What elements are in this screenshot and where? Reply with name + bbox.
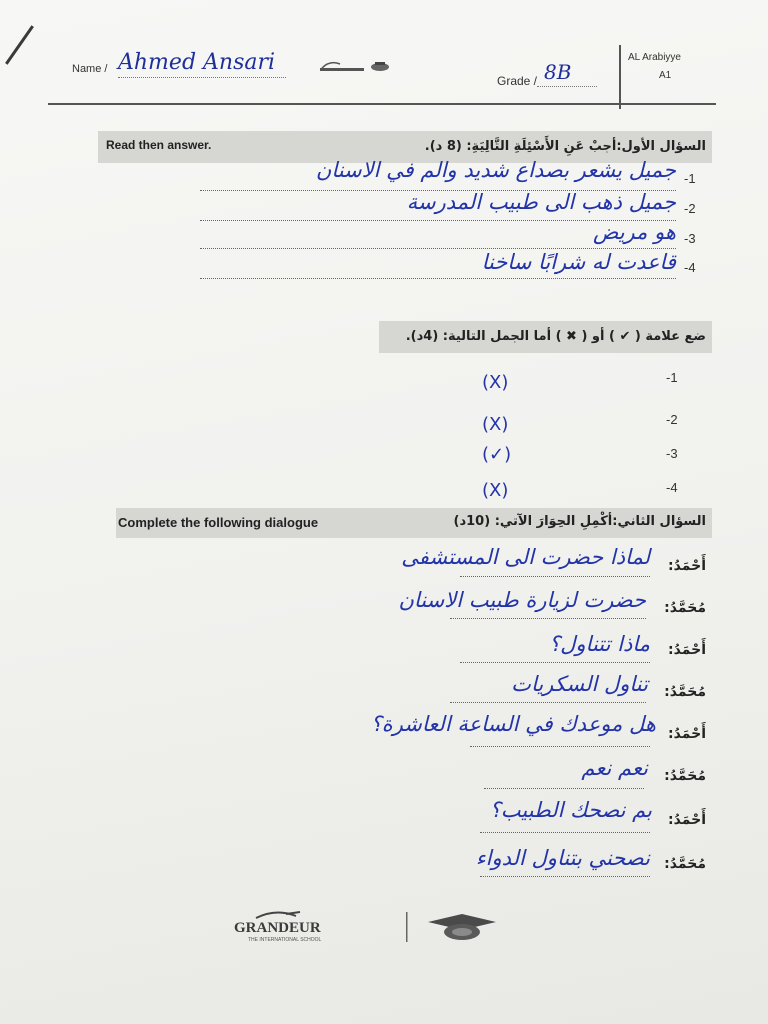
grade-value: 8B — [544, 60, 572, 84]
dialogue-line — [460, 662, 650, 663]
student-name: Ahmed Ansari — [118, 50, 276, 75]
dialogue-answer: لماذا حضرت الى المستشفى — [401, 545, 650, 569]
answer-number: -1 — [684, 171, 696, 186]
dialogue-answer: ماذا تتناول؟ — [549, 632, 650, 656]
item-number: -1 — [666, 370, 678, 385]
speaker-label: مُحَمَّدُ: — [664, 856, 706, 872]
section2-instruction: Complete the following dialogue — [118, 515, 319, 530]
speaker-label: مُحَمَّدُ: — [664, 600, 706, 616]
dialogue-line — [480, 832, 650, 833]
section1-title: السؤال الأول:أجبْ عَنِ الأَسْئِلَةِ التَّالِيَةِ: (8 د). — [424, 139, 706, 154]
section1-instruction: Read then answer. — [106, 138, 212, 152]
name-label: Name / — [72, 63, 108, 75]
dialogue-line — [450, 618, 646, 619]
dialogue-line — [470, 746, 650, 747]
speaker-label: مُحَمَّدُ: — [664, 684, 706, 700]
dialogue-answer: هل موعدك في الساعة العاشرة؟ — [370, 712, 656, 736]
header-divider — [619, 45, 621, 109]
answer-number: -3 — [684, 231, 696, 246]
speaker-label: أَحْمَدُ: — [668, 558, 706, 574]
answer-mark: (X) — [482, 480, 509, 501]
dialogue-line — [480, 876, 650, 877]
section2-header — [116, 508, 712, 538]
answer-line — [200, 278, 676, 279]
subject-label: AL Arabiyye — [628, 52, 681, 63]
answer-text: قاعدت له شرابًا ساخنا — [481, 250, 676, 274]
logo-text: GRANDEUR — [234, 920, 321, 936]
answer-line — [200, 248, 676, 249]
name-dotted-line — [118, 77, 286, 78]
school-logo — [226, 908, 506, 946]
header-rule — [48, 103, 716, 105]
level-label: A1 — [659, 70, 672, 81]
dialogue-line — [484, 788, 644, 789]
school-logo-small — [318, 56, 392, 76]
pen-mark — [5, 25, 34, 64]
answer-number: -4 — [684, 260, 696, 275]
truefalse-title: ضع علامة ( ✔ ) أو ( ✖ ) أما الجمل التالية: (4د). — [405, 329, 706, 344]
answer-text: هو مريض — [592, 220, 676, 244]
answer-number: -2 — [684, 201, 696, 216]
item-number: -2 — [666, 412, 678, 427]
dialogue-answer: تناول السكريات — [511, 672, 648, 696]
grade-label: Grade / — [497, 74, 538, 88]
answer-mark: (✓) — [482, 444, 512, 465]
dialogue-line — [460, 576, 650, 577]
item-number: -4 — [666, 480, 678, 495]
grade-dotted-line — [537, 86, 597, 87]
answer-mark: (X) — [482, 372, 509, 393]
item-number: -3 — [666, 446, 678, 461]
dialogue-line — [450, 702, 646, 703]
speaker-label: أَحْمَدُ: — [668, 812, 706, 828]
truefalse-header — [379, 321, 712, 353]
dialogue-answer: بم نصحك الطبيب؟ — [489, 798, 652, 822]
dialogue-answer: نعم نعم — [581, 756, 648, 780]
answer-text: جميل ذهب الى طبيب المدرسة — [406, 190, 676, 214]
logo-subtext: THE INTERNATIONAL SCHOOL — [248, 937, 322, 943]
dialogue-answer: نصحني بتناول الدواء — [475, 846, 650, 870]
speaker-label: مُحَمَّدُ: — [664, 768, 706, 784]
answer-text: جميل يشعر بصداع شديد والم في الاسنان — [315, 158, 676, 182]
section2-title: السؤال الثاني:أكْمِلِ الحِوَارَ الآتي: (10د) — [453, 514, 706, 529]
dialogue-answer: حضرت لزيارة طبيب الاسنان — [398, 588, 646, 612]
answer-mark: (X) — [482, 414, 509, 435]
speaker-label: أَحْمَدُ: — [668, 642, 706, 658]
speaker-label: أَحْمَدُ: — [668, 726, 706, 742]
